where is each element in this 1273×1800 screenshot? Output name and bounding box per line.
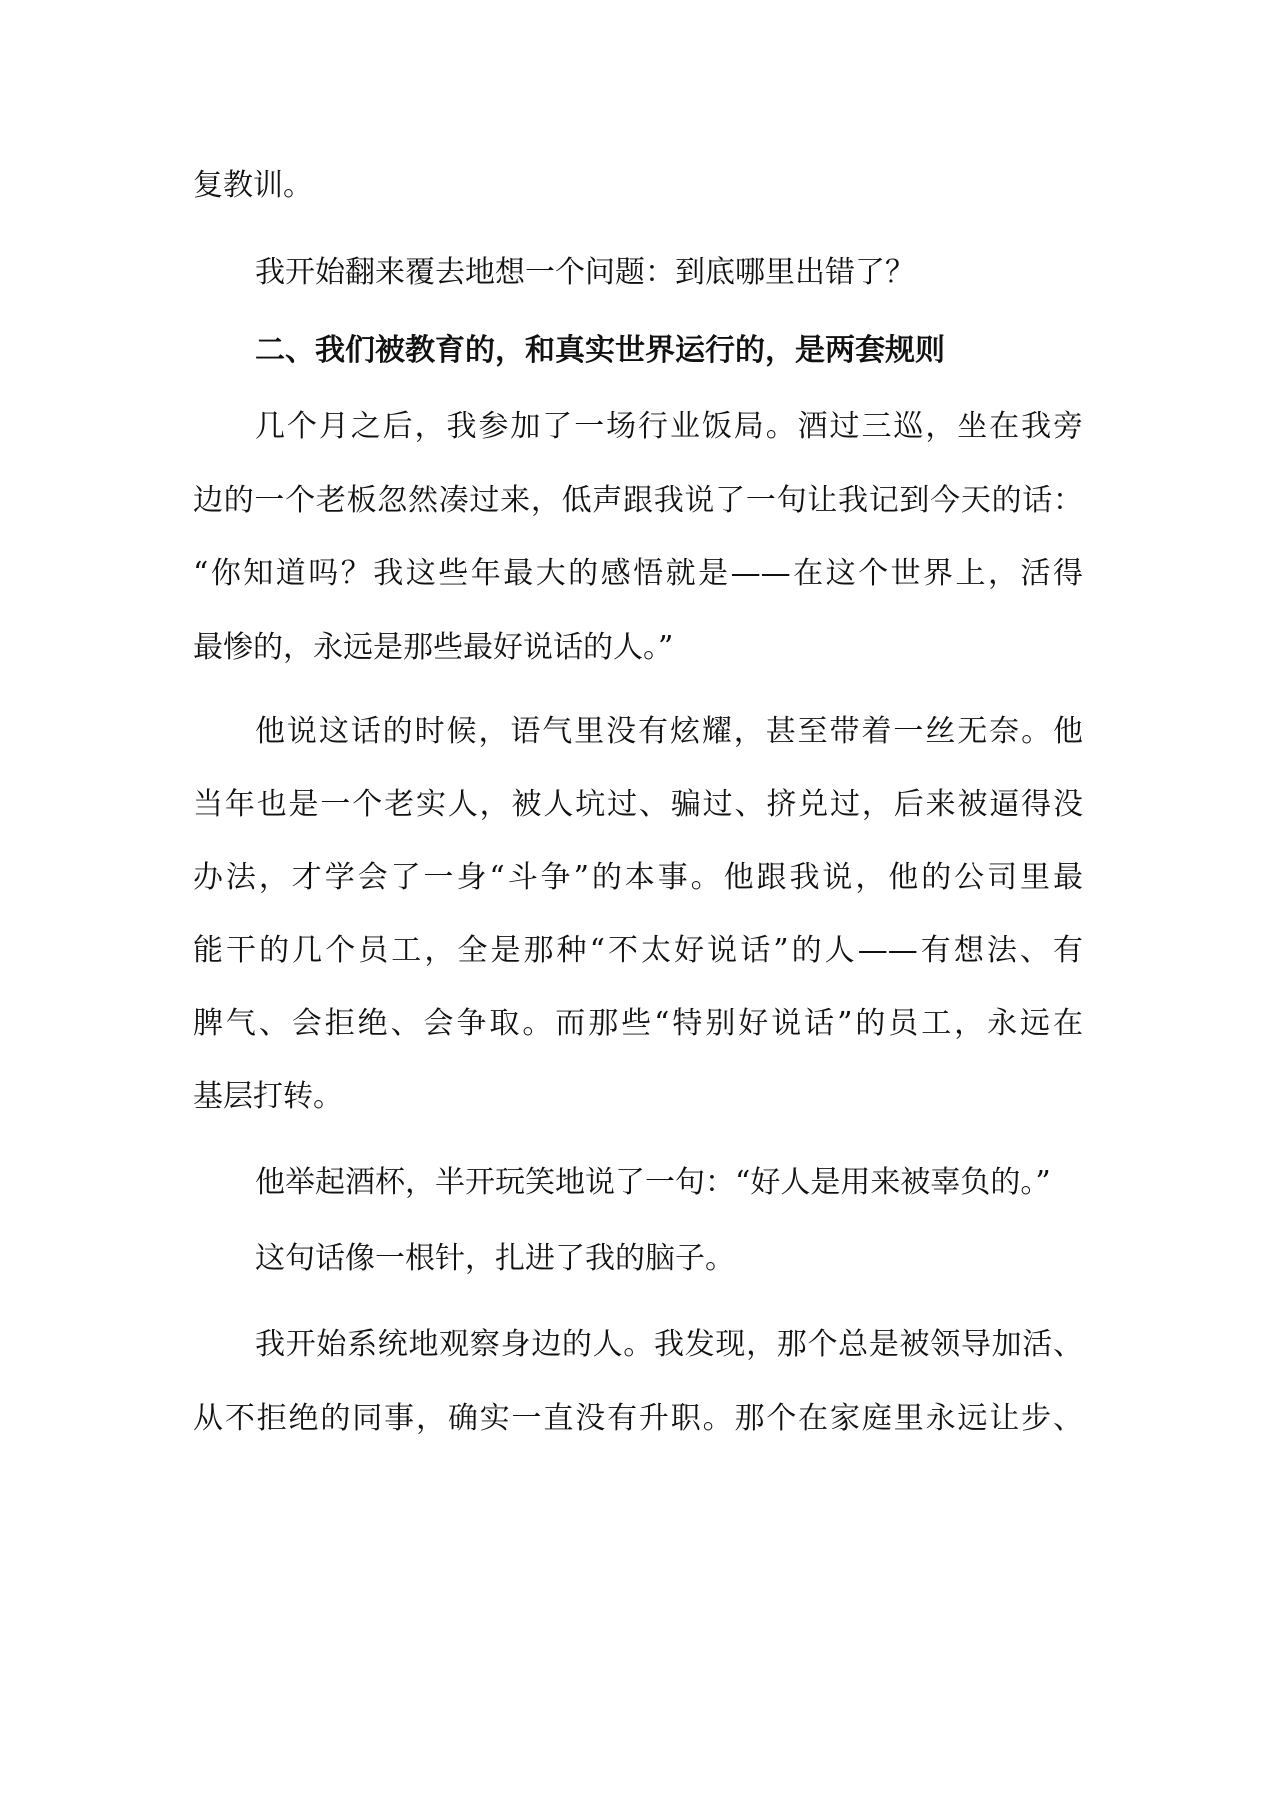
paragraph-line: 办法，才学会了一身“斗争”的本事。他跟我说，他的公司里最 bbox=[193, 860, 1083, 895]
paragraph-line: 基层打转。 bbox=[193, 1079, 343, 1114]
paragraph-line: 能干的几个员工，全是那种“不太好说话”的人——有想法、有 bbox=[193, 933, 1083, 968]
paragraph-line: “你知道吗？我这些年最大的感悟就是——在这个世界上，活得 bbox=[193, 556, 1083, 591]
paragraph-line: 脾气、会拒绝、会争取。而那些“特别好说话”的员工，永远在 bbox=[193, 1006, 1083, 1041]
paragraph-dinner-story bbox=[193, 409, 1083, 666]
paragraph-line: 最惨的，永远是那些最好说话的人。” bbox=[193, 630, 674, 665]
document-body bbox=[193, 168, 1083, 1437]
paragraph-observation bbox=[193, 1327, 1083, 1437]
section-heading: 二、我们被教育的，和真实世界运行的，是两套规则 bbox=[255, 333, 945, 368]
paragraph-needle: 这句话像一根针，扎进了我的脑子。 bbox=[255, 1241, 735, 1276]
paragraph-line: 边的一个老板忽然凑过来，低声跟我说了一句让我记到今天的话： bbox=[193, 483, 1083, 518]
paragraph-line: 从不拒绝的同事，确实一直没有升职。那个在家庭里永远让步、 bbox=[193, 1401, 1083, 1436]
paragraph-toast-quote: 他举起酒杯，半开玩笑地说了一句：“好人是用来被辜负的。” bbox=[255, 1165, 1051, 1200]
paragraph-line: 他说这话的时候，语气里没有炫耀，甚至带着一丝无奈。他 bbox=[255, 714, 1083, 749]
paragraph-line: 几个月之后，我参加了一场行业饭局。酒过三巡，坐在我旁 bbox=[255, 409, 1083, 444]
paragraph-line: 我开始系统地观察身边的人。我发现，那个总是被领导加活、 bbox=[255, 1327, 1083, 1362]
paragraph-boss-story bbox=[193, 714, 1083, 1115]
paragraph-continuation-line: 复教训。 bbox=[193, 168, 313, 203]
paragraph-line: 当年也是一个老实人，被人坑过、骗过、挤兑过，后来被逼得没 bbox=[193, 787, 1083, 822]
paragraph-question-line: 我开始翻来覆去地想一个问题：到底哪里出错了？ bbox=[255, 255, 915, 290]
